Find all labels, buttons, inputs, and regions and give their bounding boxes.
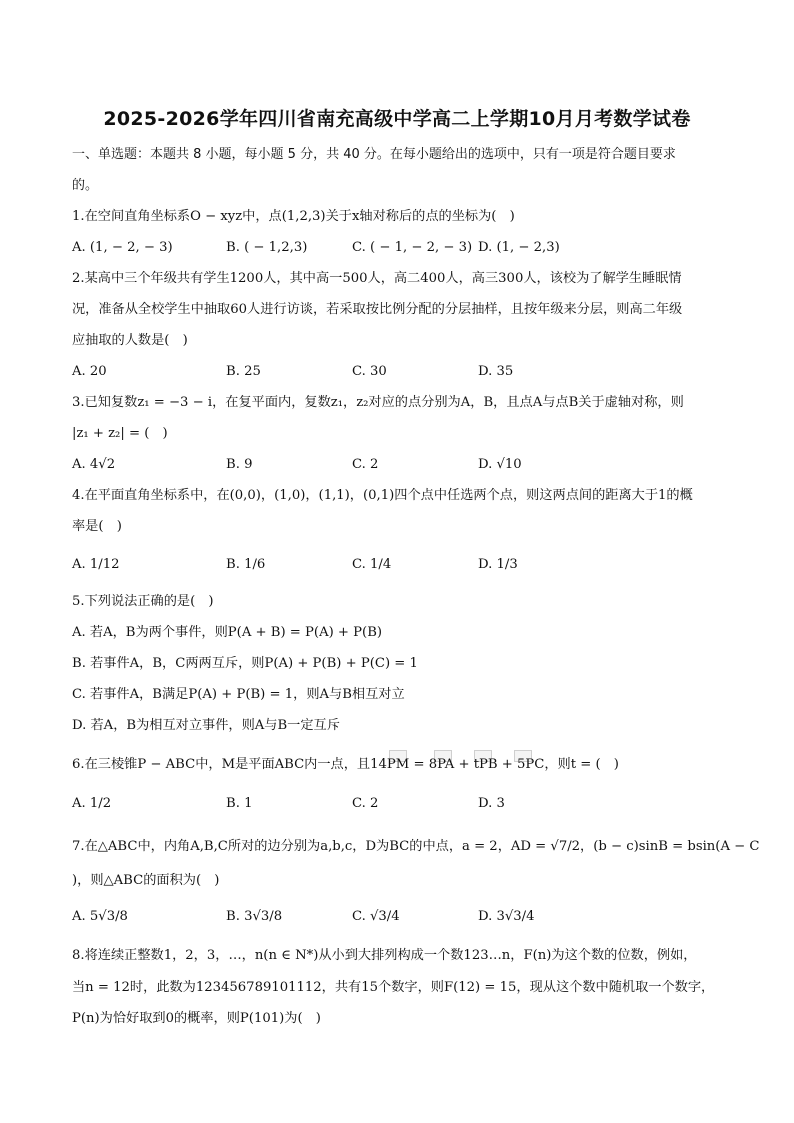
q4-option-a: A. 1/12 bbox=[72, 557, 120, 572]
question-2-line-2: 况，准备从全校学生中抽取60人进行访谈，若采取按比例分配的分层抽样，且按年级来分层，则高二年级 bbox=[72, 302, 683, 317]
question-3-line-2: |z₁ + z₂| = ( ) bbox=[72, 426, 168, 441]
section-heading-line-2: 的。 bbox=[72, 178, 99, 193]
q1-option-d: D. (1, − 2,3) bbox=[478, 240, 560, 255]
question-5-stem: 5.下列说法正确的是( ) bbox=[72, 594, 214, 609]
section-heading-line-1: 一、单选题：本题共 8 小题，每小题 5 分，共 40 分。在每小题给出的选项中，只有一项是符合题目要求 bbox=[72, 147, 676, 162]
q6-option-c: C. 2 bbox=[352, 796, 379, 811]
q1-option-b: B. ( − 1,2,3) bbox=[226, 240, 308, 255]
q3-option-b: B. 9 bbox=[226, 457, 253, 472]
question-1-stem: 1.在空间直角坐标系O − xyz中，点(1,2,3)关于x轴对称后的点的坐标为( ) bbox=[72, 209, 515, 224]
q7-option-d: D. 3√3/4 bbox=[478, 909, 535, 924]
question-4-line-1: 4.在平面直角坐标系中，在(0,0)，(1,0)，(1,1)，(0,1)四个点中任选两个点，则这两点间的距离大于1的概 bbox=[72, 488, 693, 503]
q3-option-a: A. 4√2 bbox=[72, 457, 116, 472]
question-6-stem: 6.在三棱锥P − ABC中，M是平面ABC内一点，且14PM = 8PA + tPB + 5PC，则t = ( ) bbox=[72, 757, 619, 772]
q4-option-d: D. 1/3 bbox=[478, 557, 518, 572]
question-3-line-1: 3.已知复数z₁ = −3 − i，在复平面内，复数z₁，z₂对应的点分别为A，B，且点A与点B关于虚轴对称，则 bbox=[72, 395, 684, 410]
question-4-line-2: 率是( ) bbox=[72, 519, 122, 534]
q5-option-b: B. 若事件A，B，C两两互斥，则P(A) + P(B) + P(C) = 1 bbox=[72, 656, 418, 671]
q2-option-b: B. 25 bbox=[226, 364, 261, 379]
q2-option-a: A. 20 bbox=[72, 364, 107, 379]
q1-option-a: A. (1, − 2, − 3) bbox=[72, 240, 173, 255]
q3-option-c: C. 2 bbox=[352, 457, 379, 472]
question-7-line-2: )，则△ABC的面积为( ) bbox=[72, 873, 220, 888]
q5-option-a: A. 若A，B为两个事件，则P(A + B) = P(A) + P(B) bbox=[72, 625, 383, 640]
q1-option-c: C. ( − 1, − 2, − 3) bbox=[352, 240, 473, 255]
q7-option-a: A. 5√3/8 bbox=[72, 909, 128, 924]
exam-title: 2025-2026学年四川省南充高级中学高二上学期10月月考数学试卷 bbox=[103, 108, 691, 130]
q2-option-d: D. 35 bbox=[478, 364, 514, 379]
q6-option-d: D. 3 bbox=[478, 796, 505, 811]
q7-option-b: B. 3√3/8 bbox=[226, 909, 283, 924]
q6-option-a: A. 1/2 bbox=[72, 796, 112, 811]
question-8-line-2: 当n = 12时，此数为123456789101112，共有15个数字，则F(12) = 15，现从这个数中随机取一个数字， bbox=[72, 980, 715, 995]
question-2-line-1: 2.某高中三个年级共有学生1200人，其中高一500人，高二400人，高三300人，该校为了解学生睡眠情 bbox=[72, 271, 682, 286]
question-2-line-3: 应抽取的人数是( ) bbox=[72, 333, 188, 348]
q5-option-d: D. 若A，B为相互对立事件，则A与B一定互斥 bbox=[72, 718, 340, 733]
q2-option-c: C. 30 bbox=[352, 364, 387, 379]
question-8-line-3: P(n)为恰好取到0的概率，则P(101)为( ) bbox=[72, 1011, 321, 1026]
question-7-line-1: 7.在△ABC中，内角A,B,C所对的边分别为a,b,c，D为BC的中点，a = 2，AD = √7/2，(b − c)sinB = bsin(A − C bbox=[72, 839, 760, 854]
q4-option-b: B. 1/6 bbox=[226, 557, 266, 572]
question-8-line-1: 8.将连续正整数1，2，3，…，n(n ∈ N*)从小到大排列构成一个数123…n，F(n)为这个数的位数，例如， bbox=[72, 948, 697, 963]
q7-option-c: C. √3/4 bbox=[352, 909, 400, 924]
q5-option-c: C. 若事件A，B满足P(A) + P(B) = 1，则A与B相互对立 bbox=[72, 687, 405, 702]
q3-option-d: D. √10 bbox=[478, 457, 522, 472]
q6-option-b: B. 1 bbox=[226, 796, 253, 811]
q4-option-c: C. 1/4 bbox=[352, 557, 392, 572]
